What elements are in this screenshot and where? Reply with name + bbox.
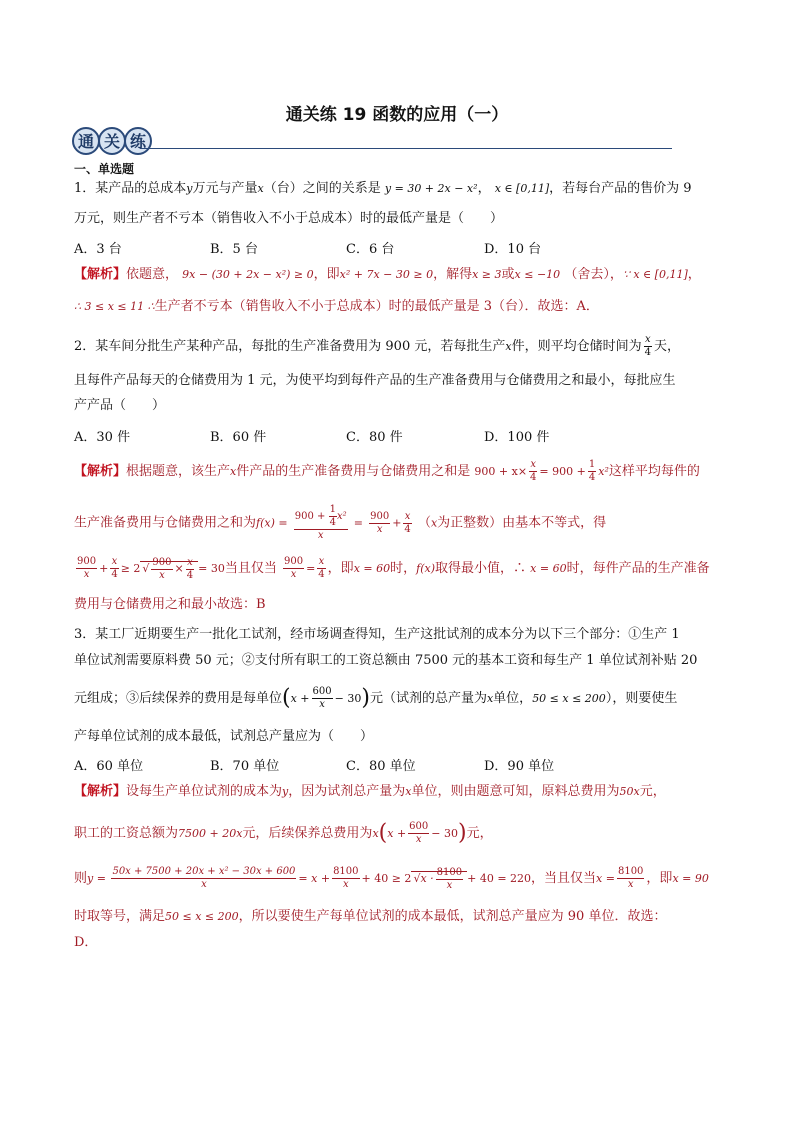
q2-option-b: B．60 件 bbox=[210, 430, 267, 445]
q2-analysis-line4: 费用与仓储费用之和最小故选：B bbox=[74, 597, 266, 612]
q1-stem-line1: 1．某产品的总成本y万元与产量x（台）之间的关系是 y = 30 + 2x − x²， x ∈ [0,11]，若每台产品的售价为 9 bbox=[74, 181, 692, 196]
q3-analysis-line5: D． bbox=[74, 935, 98, 950]
q1-option-c: C．6 台 bbox=[346, 242, 395, 257]
q3-analysis-line4: 时取等号，满足50 ≤ x ≤ 200，所以要使生产每单位试剂的成本最低，试剂总产量应为 90 单位．故选： bbox=[74, 909, 667, 924]
q1-analysis-line1: 【解析】依题意， 9x − (30 + 2x − x²) ≥ 0，即x² + 7x − 30 ≥ 0，解得x ≥ 3或x ≤ −10 （舍去），∵ x ∈ [0,11]， bbox=[74, 267, 701, 282]
section-heading: 一、单选题 bbox=[74, 162, 135, 176]
logo-badge bbox=[72, 124, 172, 158]
q1-formula: y = 30 + 2x − x² bbox=[384, 182, 478, 195]
q3-option-b: B．70 单位 bbox=[210, 759, 280, 774]
sqrt-radicand: √ $\frac{900}{x}$ × $\frac{x}{4}$ bbox=[140, 561, 198, 575]
q2-fraction: $\frac{x}{4}$ bbox=[644, 334, 651, 358]
q3-stem-line4: 产每单位试剂的成本最低，试剂总产量应为（ ） bbox=[74, 729, 374, 744]
header-rule bbox=[140, 148, 672, 149]
q2-analysis-line3: $\frac{900}{x}$ + $\frac{x}{4}$ ≥ 2 √ $\frac{900}{x}$ × $\frac{x}{4}$ = 30当且仅当 $\frac{900}{x}$ = $\frac{x}{4}$ ，即x = 60时，f(x)取得最小值，∴ x = 60时，每件产品的生产准备 bbox=[77, 556, 710, 581]
q1-option-b: B．5 台 bbox=[210, 242, 258, 257]
q3-option-a: A．60 单位 bbox=[74, 759, 144, 774]
q3-analysis-line3: 则y = $\frac{\text{50x + 7500 + 20x + x² − 30x + 600}}{x}$ = x + $\frac{8100}{x}$ + 40 ≥ 2 √x · $\frac{8100}{x}$ + 40 = 220，当且仅当x = $\frac{8100}{x}$ ，即x = 90 bbox=[74, 866, 709, 891]
q2-analysis-line2: 生产准备费用与仓储费用之和为f(x) = 900 + $\frac{1}{4}$ x² x = $\frac{900}{x}$ + $\frac{x}{4}$ （x为正整数）由基本不等式，得 bbox=[74, 504, 607, 541]
q3-stem-line1: 3．某工厂近期要生产一批化工试剂，经市场调查得知，生产这批试剂的成本分为以下三个部分：①生产 1 bbox=[74, 627, 680, 642]
q2-stem-line2: 且每件产品每天的仓储费用为 1 元，为使平均到每件产品的生产准备费用与仓储费用之和最小，每批应生 bbox=[74, 373, 676, 388]
q1-option-a: A．3 台 bbox=[74, 242, 122, 257]
q1-analysis-line2: ∴ 3 ≤ x ≤ 11 ∴生产者不亏本（销售收入不小于总成本）时的最低产量是 3（台）．故选：A． bbox=[74, 299, 599, 314]
q2-analysis-line1: 【解析】根据题意，该生产x件产品的生产准备费用与仓储费用之和是 900 + x× $\frac{x}{4}$ = 900 + $\frac{1}{4}$ x²这样平均每件的 bbox=[74, 459, 700, 483]
q3-option-d: D．90 单位 bbox=[484, 759, 555, 774]
q1-option-d: D．10 台 bbox=[484, 242, 542, 257]
svg-text:关: 关 bbox=[103, 132, 121, 151]
q3-option-c: C．80 单位 bbox=[346, 759, 416, 774]
q2-option-c: C．80 件 bbox=[346, 430, 403, 445]
q3-stem-line2: 单位试剂需要原料费 50 元；②支付所有职工的工资总额由 7500 元的基本工资和每生产 1 单位试剂补贴 20 bbox=[74, 653, 698, 668]
q2-stem-line1: 2．某车间分批生产某种产品，每批的生产准备费用为 900 元，若每批生产x件，则平均仓储时间为 $\frac{x}{4}$ 天， bbox=[74, 334, 680, 358]
q3-stem-line3: 元组成；③后续保养的费用是每单位(x + $\frac{600}{x}$ − 30)元（试剂的总产量为x单位，50 ≤ x ≤ 200），则要使生 bbox=[74, 685, 678, 711]
q2-option-a: A．30 件 bbox=[74, 430, 131, 445]
q1-stem-line2: 万元，则生产者不亏本（销售收入不小于总成本）时的最低产量是（ ） bbox=[74, 211, 504, 226]
page-title: 通关练 19 函数的应用（一） bbox=[285, 105, 509, 125]
q2-option-d: D．100 件 bbox=[484, 430, 550, 445]
q3-analysis-line2: 职工的工资总额为7500 + 20x元，后续保养总费用为x(x + $\frac{600}{x}$ − 30)元， bbox=[74, 820, 493, 846]
analysis-tag: 【解析】 bbox=[74, 267, 127, 282]
svg-text:练: 练 bbox=[129, 132, 147, 151]
svg-text:通: 通 bbox=[77, 132, 95, 151]
q2-stem-line3: 产产品（ ） bbox=[74, 398, 166, 413]
q1-domain: x ∈ [0,11] bbox=[494, 182, 550, 195]
q3-analysis-line1: 【解析】设每生产单位试剂的成本为y，因为试剂总产量为x单位，则由题意可知，原料总费用为50x元， bbox=[74, 784, 666, 799]
